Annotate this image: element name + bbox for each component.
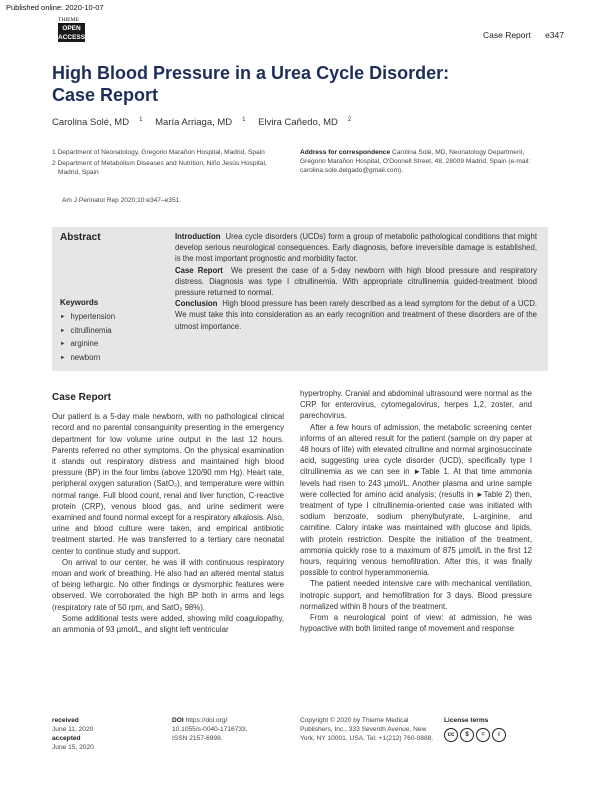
address-text: Carolina Solé, MD, Neonatology Department, Gregorio Marañon Hospital, O'Donnell Street, 48, 28009 Madrid, Spain (e-mail: carolina.sole.delgado@gmail.com).	[300, 149, 531, 174]
abstract-introduction: Introduction Urea cycle disorders (UCDs) form a group of metabolic pathological conditions that might develop serious neurological consequences. Early diagnosis, before irreversible damage is established, is the most important prognostic and morbidity factor.	[175, 232, 537, 264]
attribution-icon: i	[492, 728, 506, 742]
body-column-left	[52, 392, 284, 635]
noncommercial-icon: $	[460, 728, 474, 742]
running-head	[483, 30, 564, 40]
abstract-case-report: Case Report We present the case of a 5-day newborn with high blood pressure and respiratory distress. Diagnosis was type I citrullinemia. With appropriate citrullinemia guided-treatment blood pressure returned to normal.	[175, 265, 537, 298]
body-column-right	[300, 388, 532, 634]
body-paragraph: Our patient is a 5-day male newborn, with no pathological clinical record and no parental consanguinity presenting in the emergency department for low volume urine output in the last 12 hours. Parents referred no other symptoms. On the physical examination it stands out respiratory distress and maintained high blood pressure (BP) in the four limbs (above 120/90 mm Hg). Heart rate, peripheral oxygen saturation (SatO₂), and temperature were within normal range. Full blood count, renal and liver function, C-reactive protein (CRP), venous blood gas, and urine sediment were examined and found normal except for a respiratory alkalosis. Also, urine and blood culture were taken, and empirical antibiotic treatment started. He was transferred to a tertiary care neonatal center to continue study and support.	[52, 412, 284, 556]
abstract-label: Abstract	[60, 232, 101, 243]
affiliation-2: 2 Department of Metabolism Diseases and Nutrition, Niño Jesús Hospital, Madrid, Spain	[52, 160, 267, 176]
running-head-section: Case Report	[482, 30, 531, 40]
license-icons[interactable]	[444, 728, 506, 742]
published-online-stamp: Published online: 2020-10-07	[6, 3, 104, 12]
keywords-list	[60, 311, 115, 365]
section-heading-case-report: Case Report	[52, 392, 111, 403]
page-number: e347	[545, 30, 564, 40]
license-label: License terms	[444, 717, 489, 724]
received-label: received	[52, 717, 79, 724]
author-list	[52, 117, 361, 128]
footer-copyright: Copyright © 2020 by Thieme Medical Publishers, Inc., 333 Seventh Avenue, New York, NY 10001, USA. Tel: +1(212) 760-0888.	[300, 717, 434, 742]
thieme-open-access-logo	[58, 17, 85, 42]
issn: ISSN 2157-6998.	[172, 735, 223, 742]
abstract-box	[52, 227, 548, 371]
author: María Arriaga, MD $^1$	[155, 117, 246, 129]
no-derivatives-icon: =	[476, 728, 490, 742]
keyword-item: ► arginine	[60, 338, 115, 352]
doi-link[interactable]: https://doi.org/	[185, 717, 228, 724]
body-paragraph: Some additional tests were added, showing mild coagulopathy, an ammonia of 93 µmol/L, and slight left ventricular	[52, 613, 284, 635]
address-label: Address for correspondence	[300, 149, 391, 156]
keyword-item: ► hypertension	[60, 311, 115, 325]
accepted-label: accepted	[52, 735, 81, 742]
article-title	[52, 62, 532, 106]
creative-commons-icon: cc	[444, 728, 458, 742]
abstract-body	[175, 231, 537, 332]
footer-doi	[172, 716, 248, 743]
body-paragraph: From a neurological point of view: at admission, he was hypoactive with both limited range of movement and response	[300, 613, 532, 634]
body-paragraph: After a few hours of admission, the metabolic screening center informs of an altered result for the patient (sample on dry paper at 48 hours of life) with elevated citrulline and normal arginosuccinate acid, suggesting urea cycle disorder (UCD), specifically type I citrullinemia as we can see in ►Table 1. At that time ammonia levels had risen to 243 µmol/L. Another plasma and urine sample were collected for amino acid analysis; (results in ►Table 2) then, treatment of type I citrullinemia-oriented case was initiated with sodium benzoate, sodium phenylbutyrate, L-arginine, and carnitine. Calory intake was maintained with glucose and lipids, with protein restriction. Despite the initiation of the treatment, ammonia quickly rose to a maximum of 875 µmol/L in the first 12 hours, requiring venous hemofiltration. After this, it was finally possible to control hyperammonemia.	[300, 422, 532, 578]
abstract-conclusion: Conclusion High blood pressure has been rarely described as a lead symptom for the debut of a UCD. We must take this into consideration as an early recognition and treatment of these disorders are of the utmost importance.	[175, 299, 537, 331]
author: Elvira Cañedo, MD $^2$	[258, 117, 352, 129]
received-date: June 11, 2020	[52, 726, 94, 733]
keyword-item: ► newborn	[60, 352, 115, 366]
affiliations	[52, 148, 277, 179]
journal-reference: Am J Perinatol Rep 2020;10:e347–e351.	[62, 197, 182, 204]
body-paragraph: On arrival to our center, he was ill with continuous respiratory moan and work of breathing. He also had an altered mental status of being lethargic. No other findings or dysmorphic features were observed. We corroborated the high BP both in arms and legs (respiratory rate of 50 rpm, and SatO₂ 98%).	[52, 557, 284, 612]
affiliation-1: 1 Department of Neonatology, Gregorio Marañon Hospital, Madrid, Spain	[52, 149, 265, 156]
footer-license	[444, 716, 506, 742]
badge-access: ACCESS	[58, 34, 86, 41]
body-paragraph: The patient needed intensive care with mechanical ventilation, inotropic support, and hemofiltration for 3 days. Blood pressure normalized within 8 hours of the treatment.	[300, 579, 532, 611]
doi-label: DOI	[172, 717, 184, 724]
keywords-label: Keywords	[60, 298, 99, 307]
footer-dates	[52, 716, 94, 752]
keyword-item: ► citrullinemia	[60, 325, 115, 339]
badge-open: OPEN	[58, 24, 85, 33]
title-line-1: High Blood Pressure in a Urea Cycle Disorder:	[52, 63, 450, 83]
body-paragraph: hypertrophy. Cranial and abdominal ultrasound were normal as the CRP for enterovirus, cytomegalovirus, herpes 1,2, zoster, and parechovirus.	[300, 389, 532, 421]
accepted-date: June 15, 2020	[52, 744, 94, 751]
title-line-2: Case Report	[52, 85, 159, 105]
correspondence-address	[300, 148, 545, 175]
doi-number[interactable]: 10.1055/s-0040-1716733.	[172, 726, 248, 733]
badge-thieme: THIEME	[58, 17, 85, 24]
author: Carolina Solé, MD $^1$	[52, 117, 143, 129]
